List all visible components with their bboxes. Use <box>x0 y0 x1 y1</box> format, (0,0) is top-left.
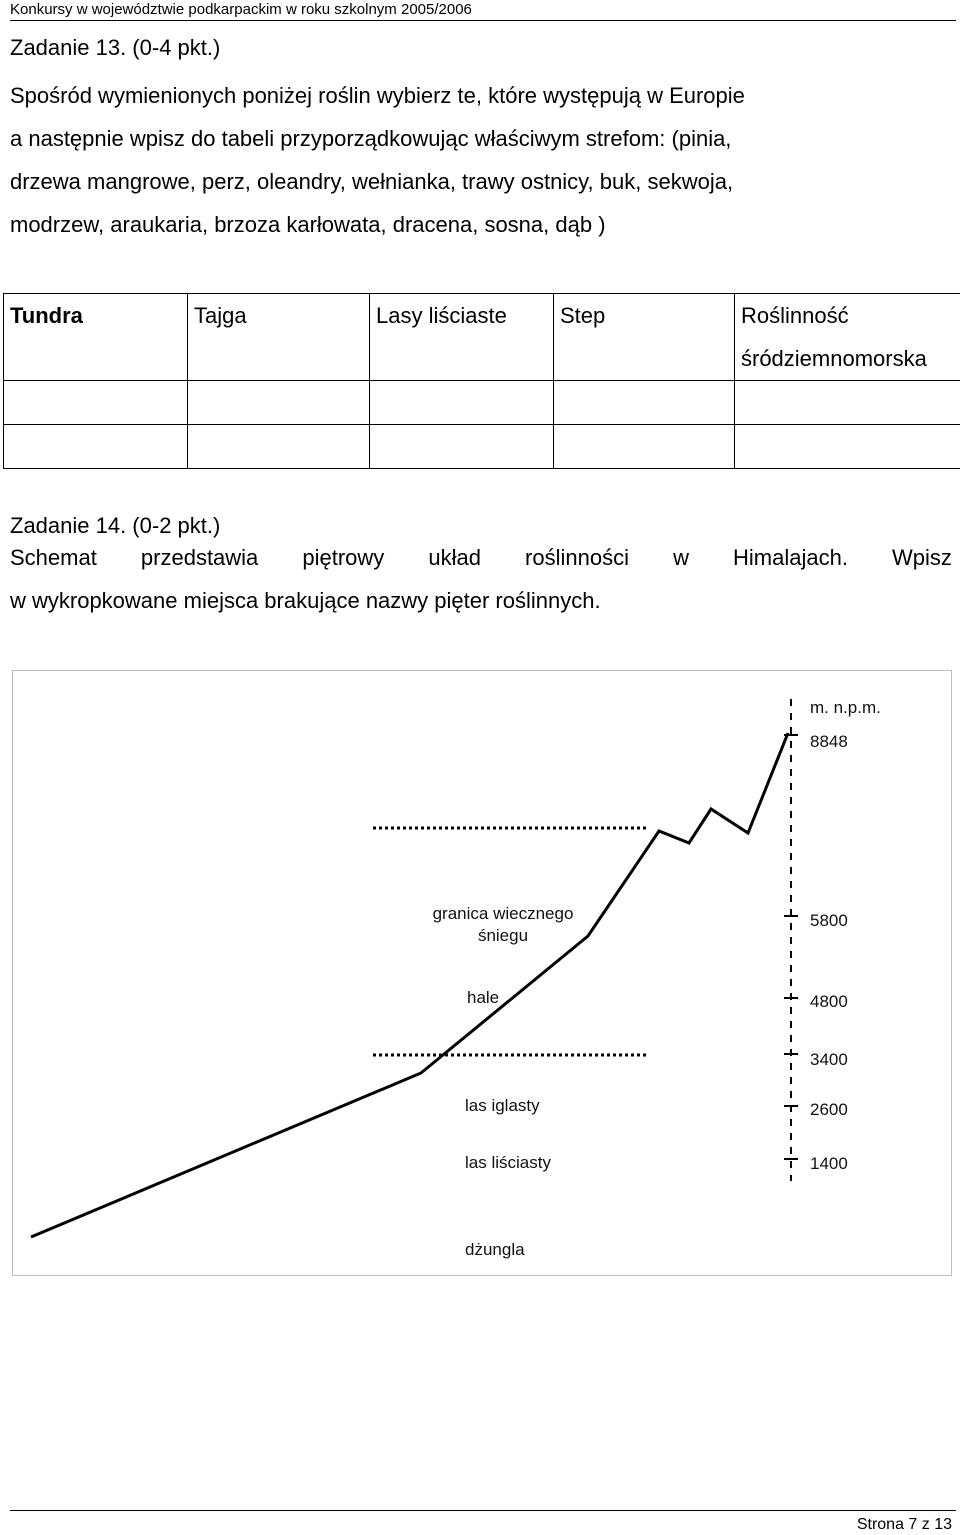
word: układ <box>428 536 481 579</box>
altitude-label-4800: 4800 <box>810 991 848 1013</box>
answer-cell[interactable] <box>554 425 735 469</box>
zone-label-dzungla: dżungla <box>465 1239 525 1261</box>
answer-cell[interactable] <box>370 425 554 469</box>
table-row <box>4 381 960 425</box>
instruction-line: a następnie wpisz do tabeli przyporządkowując właściwym strefom: (pinia, <box>10 117 956 160</box>
altitude-label-1400: 1400 <box>810 1153 848 1175</box>
task-14-instructions <box>10 536 952 622</box>
instruction-line <box>10 536 952 579</box>
answer-cell[interactable] <box>370 381 554 425</box>
altitude-label-8848: 8848 <box>810 731 848 753</box>
instruction-line: w wykropkowane miejsca brakujące nazwy pięter roślinnych. <box>10 579 952 622</box>
instruction-line: modrzew, araukaria, brzoza karłowata, dracena, sosna, dąb ) <box>10 203 956 246</box>
answer-cell[interactable] <box>735 381 960 425</box>
answer-cell[interactable] <box>188 425 370 469</box>
answer-cell[interactable] <box>735 425 960 469</box>
header-cell-srodziemnomorska: Roślinność śródziemnomorska <box>735 294 960 381</box>
zone-label-snowline: granica wiecznego śniegu <box>418 903 588 947</box>
altitude-label-2600: 2600 <box>810 1099 848 1121</box>
diagram-graphic <box>13 671 951 1275</box>
word: piętrowy <box>302 536 384 579</box>
page-number: Strona 7 z 13 <box>857 1515 952 1535</box>
task-13-instructions <box>10 74 956 246</box>
page-header <box>10 0 956 21</box>
zone-label-las-lisciasty: las liściasty <box>465 1152 551 1174</box>
word: przedstawia <box>141 536 258 579</box>
zone-label-hale: hale <box>467 987 499 1009</box>
task-13-title: Zadanie 13. (0-4 pkt.) <box>10 34 220 62</box>
header-cell-tajga: Tajga <box>188 294 370 381</box>
answer-cell[interactable] <box>4 425 188 469</box>
instruction-line: Spośród wymienionych poniżej roślin wybierz te, które występują w Europie <box>10 74 956 117</box>
word: Himalajach. <box>733 536 848 579</box>
instruction-line: drzewa mangrowe, perz, oleandry, wełnianka, trawy ostnicy, buk, sekwoja, <box>10 160 956 203</box>
unit-label: m. n.p.m. <box>810 697 881 719</box>
header-cell-tundra: Tundra <box>4 294 188 381</box>
footer-divider <box>10 1510 956 1511</box>
word: Schemat <box>10 536 97 579</box>
header-cell-step: Step <box>554 294 735 381</box>
task-14-title: Zadanie 14. (0-2 pkt.) <box>10 512 220 540</box>
answer-cell[interactable] <box>554 381 735 425</box>
altitude-label-5800: 5800 <box>810 910 848 932</box>
zone-label-las-iglasty: las iglasty <box>465 1095 540 1117</box>
answer-cell[interactable] <box>4 381 188 425</box>
header-text: Konkursy w województwie podkarpackim w roku szkolnym 2005/2006 <box>10 1 472 18</box>
altitude-label-3400: 3400 <box>810 1049 848 1071</box>
word: roślinności <box>525 536 629 579</box>
header-cell-lasy: Lasy liściaste <box>370 294 554 381</box>
mountain-profile-line <box>31 733 788 1237</box>
himalaya-diagram <box>12 670 952 1276</box>
answer-cell[interactable] <box>188 381 370 425</box>
table-header-row <box>4 294 960 381</box>
word: Wpisz <box>892 536 952 579</box>
zones-table <box>3 293 960 469</box>
word: w <box>673 536 689 579</box>
table-row <box>4 425 960 469</box>
